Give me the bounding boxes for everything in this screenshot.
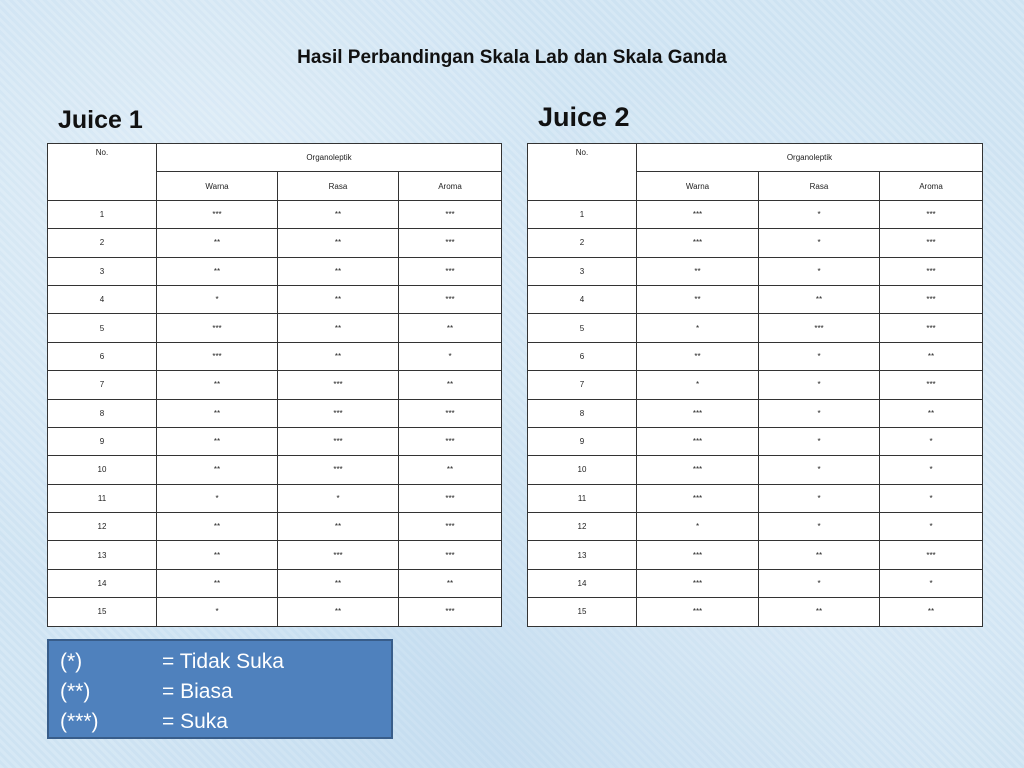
- cell-warna: ***: [637, 598, 759, 626]
- cell-warna: *: [637, 314, 759, 342]
- cell-warna: ***: [637, 229, 759, 257]
- table-row: [48, 456, 502, 484]
- table-row: [528, 229, 983, 257]
- cell-aroma: **: [880, 342, 983, 370]
- legend-symbol: (*): [60, 650, 83, 673]
- cell-aroma: ***: [880, 371, 983, 399]
- header-warna: Warna: [157, 172, 278, 200]
- table-row: [528, 257, 983, 285]
- cell-rasa: *: [759, 569, 880, 597]
- cell-no: 1: [48, 200, 157, 228]
- header-no: No.: [528, 144, 637, 201]
- cell-warna: *: [157, 484, 278, 512]
- cell-rasa: **: [278, 314, 399, 342]
- cell-rasa: **: [759, 598, 880, 626]
- cell-no: 14: [48, 569, 157, 597]
- cell-warna: **: [637, 342, 759, 370]
- table-row: [48, 200, 502, 228]
- table-row: [528, 484, 983, 512]
- cell-aroma: ***: [399, 257, 502, 285]
- cell-warna: *: [157, 598, 278, 626]
- cell-no: 5: [48, 314, 157, 342]
- header-aroma: Aroma: [399, 172, 502, 200]
- cell-no: 2: [48, 229, 157, 257]
- table-row: [528, 569, 983, 597]
- cell-aroma: **: [399, 314, 502, 342]
- cell-warna: *: [637, 371, 759, 399]
- cell-aroma: ***: [399, 229, 502, 257]
- juice-1-table: [47, 143, 502, 627]
- cell-rasa: **: [278, 598, 399, 626]
- table-row: [48, 257, 502, 285]
- table-row: [528, 513, 983, 541]
- cell-warna: **: [157, 569, 278, 597]
- cell-rasa: **: [278, 257, 399, 285]
- cell-aroma: **: [880, 399, 983, 427]
- table-row: [528, 598, 983, 626]
- cell-rasa: *: [278, 484, 399, 512]
- legend-box: [47, 639, 393, 739]
- cell-aroma: ***: [399, 513, 502, 541]
- table-row: [48, 399, 502, 427]
- juice-2-table: [527, 143, 983, 627]
- table-row: [528, 342, 983, 370]
- cell-warna: **: [157, 257, 278, 285]
- cell-aroma: *: [880, 513, 983, 541]
- cell-warna: ***: [157, 200, 278, 228]
- table-row: [48, 484, 502, 512]
- header-organoleptik: Organoleptik: [637, 144, 983, 172]
- cell-rasa: ***: [278, 456, 399, 484]
- cell-aroma: ***: [399, 427, 502, 455]
- table-row: [528, 541, 983, 569]
- legend-item: [60, 707, 391, 737]
- cell-aroma: *: [880, 456, 983, 484]
- table-row: [48, 229, 502, 257]
- table-row: [528, 371, 983, 399]
- header-no: No.: [48, 144, 157, 201]
- cell-warna: **: [157, 371, 278, 399]
- legend-symbol: (***): [60, 710, 99, 733]
- legend-meaning: = Tidak Suka: [162, 650, 284, 673]
- cell-no: 3: [528, 257, 637, 285]
- cell-no: 13: [528, 541, 637, 569]
- cell-aroma: *: [880, 569, 983, 597]
- table-row: [528, 427, 983, 455]
- cell-warna: **: [157, 427, 278, 455]
- cell-aroma: ***: [880, 200, 983, 228]
- cell-aroma: **: [399, 371, 502, 399]
- table-row: [528, 399, 983, 427]
- cell-no: 12: [48, 513, 157, 541]
- cell-warna: **: [637, 285, 759, 313]
- cell-rasa: **: [278, 342, 399, 370]
- header-warna: Warna: [637, 172, 759, 200]
- cell-rasa: **: [278, 200, 399, 228]
- cell-rasa: *: [759, 371, 880, 399]
- cell-no: 4: [48, 285, 157, 313]
- cell-rasa: *: [759, 200, 880, 228]
- cell-rasa: **: [278, 513, 399, 541]
- cell-warna: ***: [637, 484, 759, 512]
- cell-aroma: ***: [399, 484, 502, 512]
- cell-rasa: **: [278, 569, 399, 597]
- cell-rasa: *: [759, 484, 880, 512]
- cell-rasa: ***: [759, 314, 880, 342]
- cell-warna: ***: [637, 541, 759, 569]
- cell-warna: *: [637, 513, 759, 541]
- cell-warna: **: [157, 456, 278, 484]
- table-row: [48, 513, 502, 541]
- cell-warna: **: [637, 257, 759, 285]
- cell-aroma: ***: [399, 200, 502, 228]
- cell-aroma: ***: [399, 285, 502, 313]
- cell-warna: ***: [637, 456, 759, 484]
- cell-aroma: ***: [880, 541, 983, 569]
- cell-no: 8: [528, 399, 637, 427]
- cell-warna: ***: [637, 200, 759, 228]
- cell-rasa: *: [759, 342, 880, 370]
- cell-warna: ***: [157, 314, 278, 342]
- cell-rasa: **: [759, 541, 880, 569]
- cell-aroma: ***: [880, 314, 983, 342]
- cell-aroma: **: [399, 456, 502, 484]
- table-row: [528, 456, 983, 484]
- cell-warna: **: [157, 513, 278, 541]
- table-row: [528, 200, 983, 228]
- cell-no: 4: [528, 285, 637, 313]
- cell-no: 8: [48, 399, 157, 427]
- cell-aroma: **: [399, 569, 502, 597]
- cell-aroma: ***: [880, 257, 983, 285]
- cell-aroma: *: [880, 484, 983, 512]
- legend-meaning: = Biasa: [162, 680, 233, 703]
- cell-rasa: *: [759, 513, 880, 541]
- cell-no: 15: [528, 598, 637, 626]
- cell-no: 6: [48, 342, 157, 370]
- cell-rasa: ***: [278, 399, 399, 427]
- header-aroma: Aroma: [880, 172, 983, 200]
- cell-rasa: *: [759, 257, 880, 285]
- header-organoleptik: Organoleptik: [157, 144, 502, 172]
- cell-aroma: *: [880, 427, 983, 455]
- cell-warna: **: [157, 399, 278, 427]
- cell-no: 6: [528, 342, 637, 370]
- legend-item: [60, 647, 391, 677]
- cell-no: 3: [48, 257, 157, 285]
- cell-no: 11: [528, 484, 637, 512]
- cell-rasa: *: [759, 399, 880, 427]
- cell-no: 9: [48, 427, 157, 455]
- cell-rasa: ***: [278, 427, 399, 455]
- cell-warna: ***: [637, 569, 759, 597]
- cell-warna: **: [157, 541, 278, 569]
- cell-warna: ***: [157, 342, 278, 370]
- cell-rasa: *: [759, 427, 880, 455]
- cell-aroma: ***: [399, 399, 502, 427]
- cell-warna: ***: [637, 427, 759, 455]
- cell-rasa: ***: [278, 541, 399, 569]
- cell-rasa: *: [759, 229, 880, 257]
- legend-meaning: = Suka: [162, 710, 228, 733]
- cell-no: 12: [528, 513, 637, 541]
- cell-warna: **: [157, 229, 278, 257]
- cell-no: 11: [48, 484, 157, 512]
- cell-no: 14: [528, 569, 637, 597]
- table-row: [48, 427, 502, 455]
- juice-1-label: Juice 1: [58, 106, 143, 134]
- cell-rasa: **: [278, 229, 399, 257]
- table-row: [528, 285, 983, 313]
- table-row: [48, 541, 502, 569]
- cell-aroma: ***: [880, 285, 983, 313]
- table-row: [528, 314, 983, 342]
- cell-warna: *: [157, 285, 278, 313]
- cell-no: 2: [528, 229, 637, 257]
- cell-no: 5: [528, 314, 637, 342]
- cell-rasa: ***: [278, 371, 399, 399]
- cell-warna: ***: [637, 399, 759, 427]
- cell-no: 15: [48, 598, 157, 626]
- cell-aroma: ***: [399, 541, 502, 569]
- table-row: [48, 314, 502, 342]
- cell-no: 7: [48, 371, 157, 399]
- juice-2-label: Juice 2: [538, 102, 630, 132]
- table-row: [48, 285, 502, 313]
- table-row: [48, 569, 502, 597]
- header-rasa: Rasa: [278, 172, 399, 200]
- cell-aroma: ***: [399, 598, 502, 626]
- cell-rasa: *: [759, 456, 880, 484]
- cell-rasa: **: [759, 285, 880, 313]
- cell-no: 10: [48, 456, 157, 484]
- cell-rasa: **: [278, 285, 399, 313]
- cell-no: 9: [528, 427, 637, 455]
- table-row: [48, 342, 502, 370]
- cell-no: 1: [528, 200, 637, 228]
- cell-no: 10: [528, 456, 637, 484]
- page-title: Hasil Perbandingan Skala Lab dan Skala Ganda: [297, 47, 727, 68]
- cell-no: 7: [528, 371, 637, 399]
- cell-aroma: *: [399, 342, 502, 370]
- legend-symbol: (**): [60, 680, 91, 703]
- table-row: [48, 371, 502, 399]
- cell-aroma: **: [880, 598, 983, 626]
- legend-item: [60, 677, 391, 707]
- cell-no: 13: [48, 541, 157, 569]
- header-rasa: Rasa: [759, 172, 880, 200]
- cell-aroma: ***: [880, 229, 983, 257]
- table-row: [48, 598, 502, 626]
